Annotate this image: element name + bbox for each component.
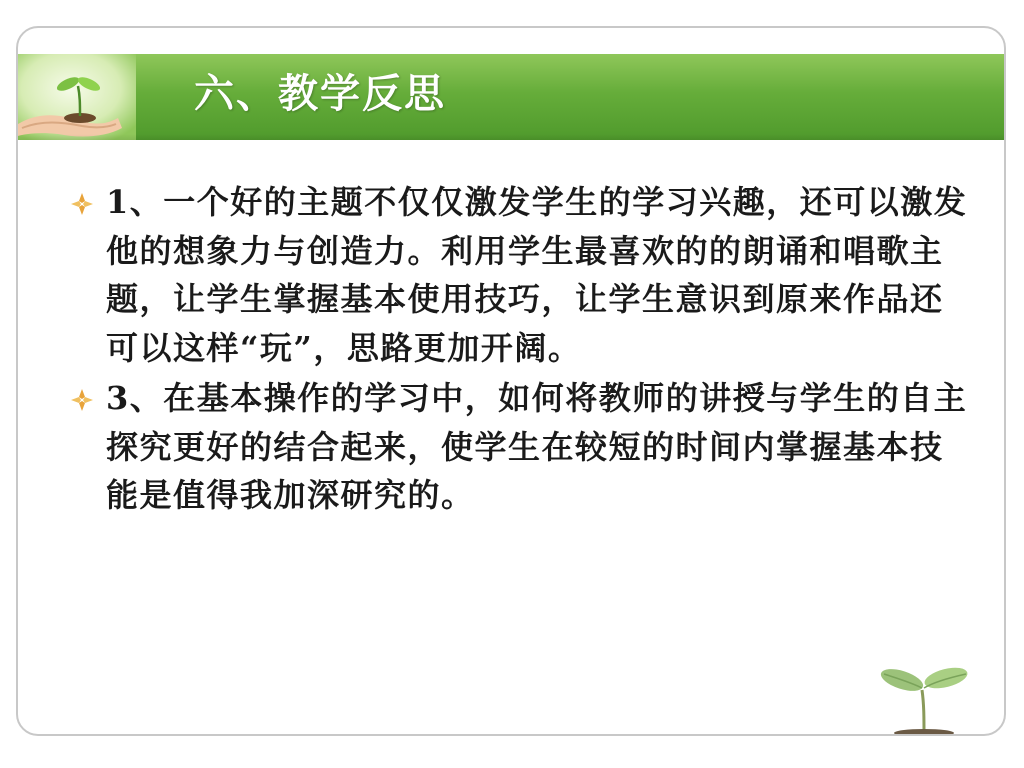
list-item — [70, 178, 970, 372]
diamond-bullet-icon — [70, 388, 94, 412]
hands-holding-seedling-icon — [18, 54, 136, 140]
diamond-bullet-icon — [70, 192, 94, 216]
slide-title: 六、教学反思 — [194, 70, 446, 117]
list-item-text: 3、在基本操作的学习中，如何将教师的讲授与学生的自主探究更好的结合起来，使学生在较短的时间内掌握基本技能是值得我加深研究的。 — [106, 379, 968, 514]
bullet-list — [70, 178, 970, 522]
list-item-text: 1、一个好的主题不仅仅激发学生的学习兴趣，还可以激发他的想象力与创造力。利用学生最喜欢的的朗诵和唱歌主题，让学生掌握基本使用技巧，让学生意识到原来作品还可以这样“玩”，思路更加开阔。 — [106, 183, 968, 367]
list-item — [70, 374, 970, 520]
title-band — [18, 54, 1004, 140]
seedling-icon — [866, 638, 976, 734]
slide-frame — [16, 26, 1006, 736]
